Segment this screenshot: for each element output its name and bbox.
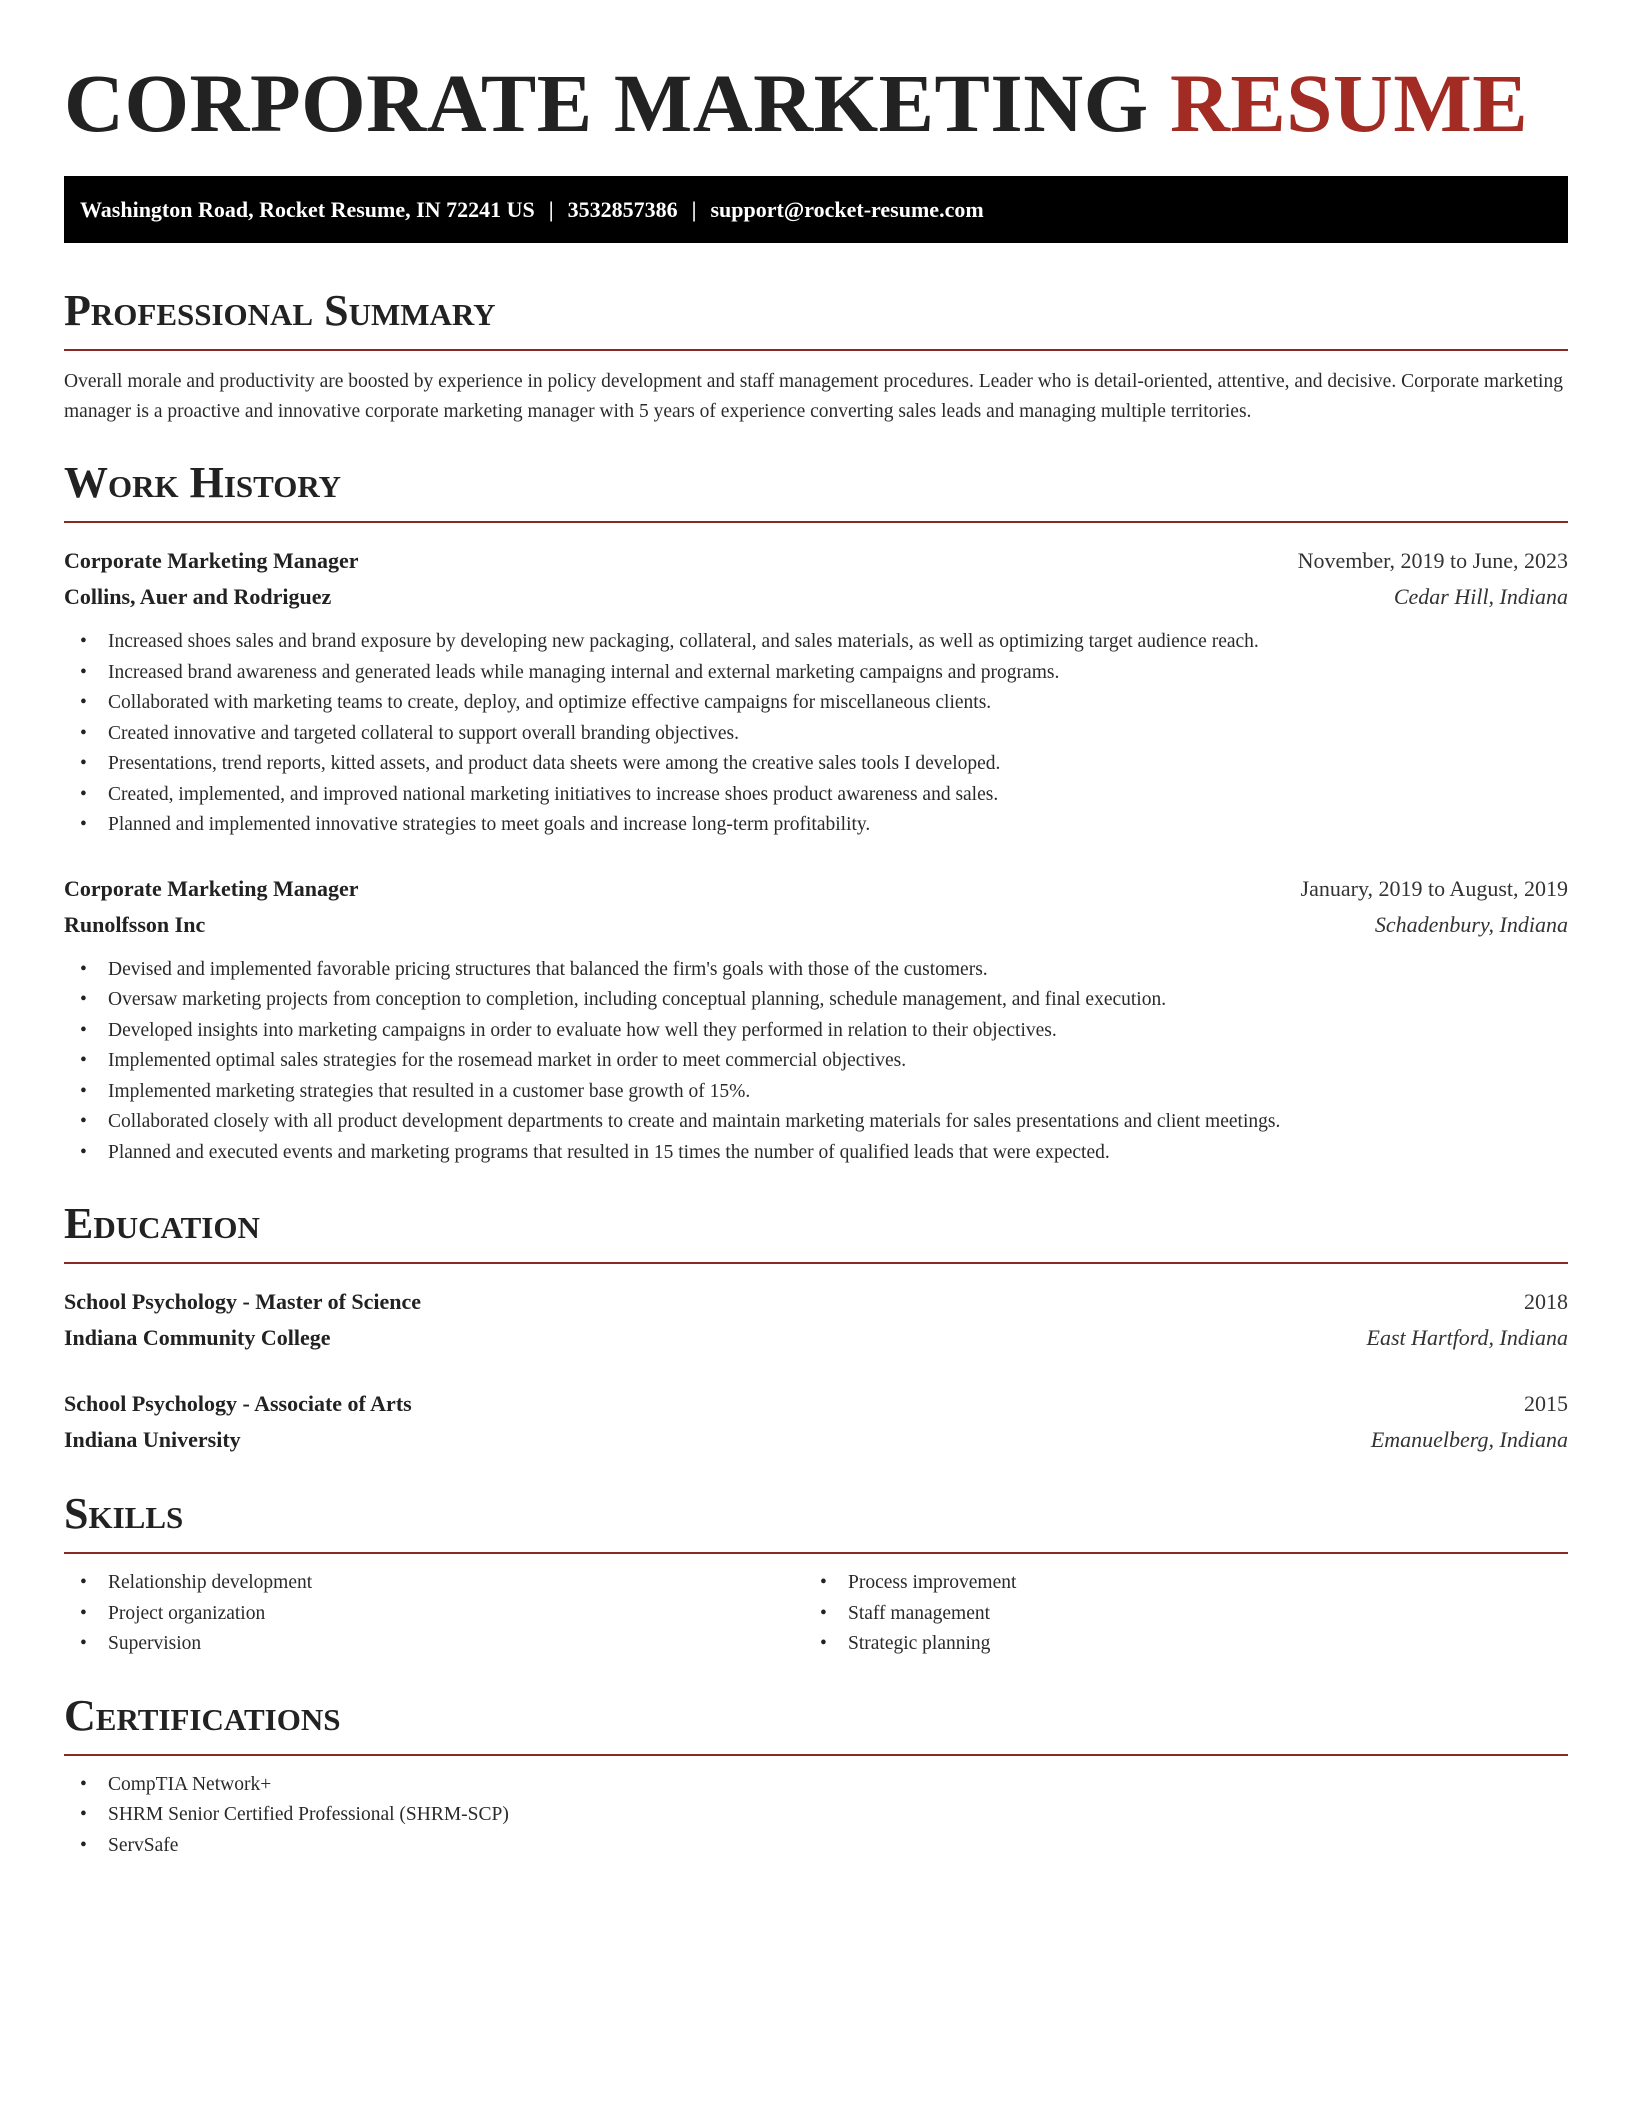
job-dates: January, 2019 to August, 2019: [1300, 875, 1568, 901]
contact-phone: 3532857386: [567, 197, 678, 222]
job-company: Runolfsson Inc: [64, 911, 206, 937]
job-bullet: • Collaborated with marketing teams to create, deploy, and optimize effective campaigns for miscellaneous clients.: [64, 688, 1568, 719]
education-degree: School Psychology - Associate of Arts: [64, 1391, 412, 1416]
summary-text: Overall morale and productivity are boosted by experience in policy development and staff management procedures. Leader who is detail-oriented, attentive, and decisive. Corporate marketing manager is a proactive and innovative corporate marketing manager with 5 years of experience converting sales leads and managing multiple territories.: [64, 371, 1563, 422]
skill-item: • Process improvement: [804, 1568, 1544, 1599]
contact-separator: |: [691, 197, 697, 222]
certification-item: • CompTIA Network+: [64, 1770, 1568, 1801]
skill-item: • Project organization: [64, 1599, 804, 1630]
job-bullet: • Presentations, trend reports, kitted assets, and product data sheets were among the creative sales tools I developed.: [64, 749, 1568, 780]
education-location: Emanuelberg, Indiana: [1370, 1427, 1568, 1452]
job-bullet: • Increased brand awareness and generated leads while managing internal and external marketing campaigns and programs.: [64, 658, 1568, 689]
job-bullets: [64, 955, 1568, 1169]
education-year: 2018: [1524, 1289, 1568, 1314]
job-bullet: • Implemented optimal sales strategies for the rosemead market in order to meet commercial objectives.: [64, 1046, 1568, 1077]
education-year: 2015: [1524, 1391, 1568, 1416]
job-bullet: • Increased shoes sales and brand exposure by developing new packaging, collateral, and sales materials, as well as optimizing target audience reach.: [64, 627, 1568, 658]
education-section: [64, 1198, 1568, 1458]
certifications-list: [64, 1770, 1568, 1862]
skill-item: • Staff management: [804, 1599, 1544, 1630]
resume-page: [64, 0, 1568, 1861]
skill-item: • Relationship development: [64, 1568, 804, 1599]
job-bullet: • Created, implemented, and improved national marketing initiatives to increase shoes product awareness and sales.: [64, 780, 1568, 811]
education-heading: Education: [64, 1198, 1568, 1264]
job-company: Collins, Auer and Rodriguez: [64, 584, 332, 609]
title-main: CORPORATE MARKETING: [64, 57, 1149, 149]
contact-bar: [64, 176, 1568, 243]
education-school: Indiana University: [64, 1427, 241, 1452]
skill-item: • Strategic planning: [804, 1629, 1544, 1660]
job-bullet: • Developed insights into marketing campaigns in order to evaluate how well they performed in relation to their objectives.: [64, 1016, 1568, 1047]
skills-heading: Skills: [64, 1488, 1568, 1554]
job-bullet: • Planned and implemented innovative strategies to meet goals and increase long-term profitability.: [64, 810, 1568, 841]
skills-list-left: [64, 1568, 804, 1660]
education-entry: [64, 1284, 1568, 1356]
skill-item: • Supervision: [64, 1629, 804, 1660]
job-bullet: • Collaborated closely with all product development departments to create and maintain marketing materials for sales presentations and client meetings.: [64, 1107, 1568, 1138]
education-degree: School Psychology - Master of Science: [64, 1289, 422, 1314]
education-location: East Hartford, Indiana: [1366, 1325, 1568, 1350]
contact-address: Washington Road, Rocket Resume, IN 72241 US: [80, 197, 535, 222]
job-entry: [64, 871, 1568, 1169]
certification-item: • ServSafe: [64, 1831, 1568, 1862]
skills-list-right: [804, 1568, 1544, 1660]
summary-heading: Professional Summary: [64, 285, 1568, 351]
job-location: Cedar Hill, Indiana: [1393, 584, 1568, 609]
certification-item: • SHRM Senior Certified Professional (SHRM-SCP): [64, 1800, 1568, 1831]
job-title: Corporate Marketing Manager: [64, 548, 359, 573]
contact-email: support@rocket-resume.com: [710, 197, 984, 222]
job-bullets: [64, 627, 1568, 841]
resume-title: [64, 0, 1568, 148]
job-bullet: • Created innovative and targeted collateral to support overall branding objectives.: [64, 719, 1568, 750]
skills-grid: [64, 1568, 1568, 1660]
job-title: Corporate Marketing Manager: [64, 875, 359, 901]
summary-section: [64, 285, 1568, 427]
job-bullet: • Oversaw marketing projects from conception to completion, including conceptual planning, schedule management, and final execution.: [64, 985, 1568, 1016]
contact-separator: |: [548, 197, 554, 222]
job-dates: November, 2019 to June, 2023: [1297, 548, 1568, 573]
job-bullet: • Devised and implemented favorable pricing structures that balanced the firm's goals with those of the customers.: [64, 955, 1568, 986]
work-history-section: [64, 457, 1568, 1168]
skills-section: [64, 1488, 1568, 1660]
education-entry: [64, 1386, 1568, 1458]
job-bullet: • Implemented marketing strategies that resulted in a customer base growth of 15%.: [64, 1077, 1568, 1108]
job-entry: [64, 543, 1568, 841]
title-accent: RESUME: [1169, 57, 1529, 149]
work-history-heading: Work History: [64, 457, 1568, 523]
job-bullet: • Planned and executed events and marketing programs that resulted in 15 times the number of qualified leads that were expected.: [64, 1138, 1568, 1169]
certifications-section: [64, 1690, 1568, 1862]
certifications-heading: Certifications: [64, 1690, 1568, 1756]
job-location: Schadenbury, Indiana: [1374, 911, 1568, 937]
education-school: Indiana Community College: [64, 1325, 331, 1350]
